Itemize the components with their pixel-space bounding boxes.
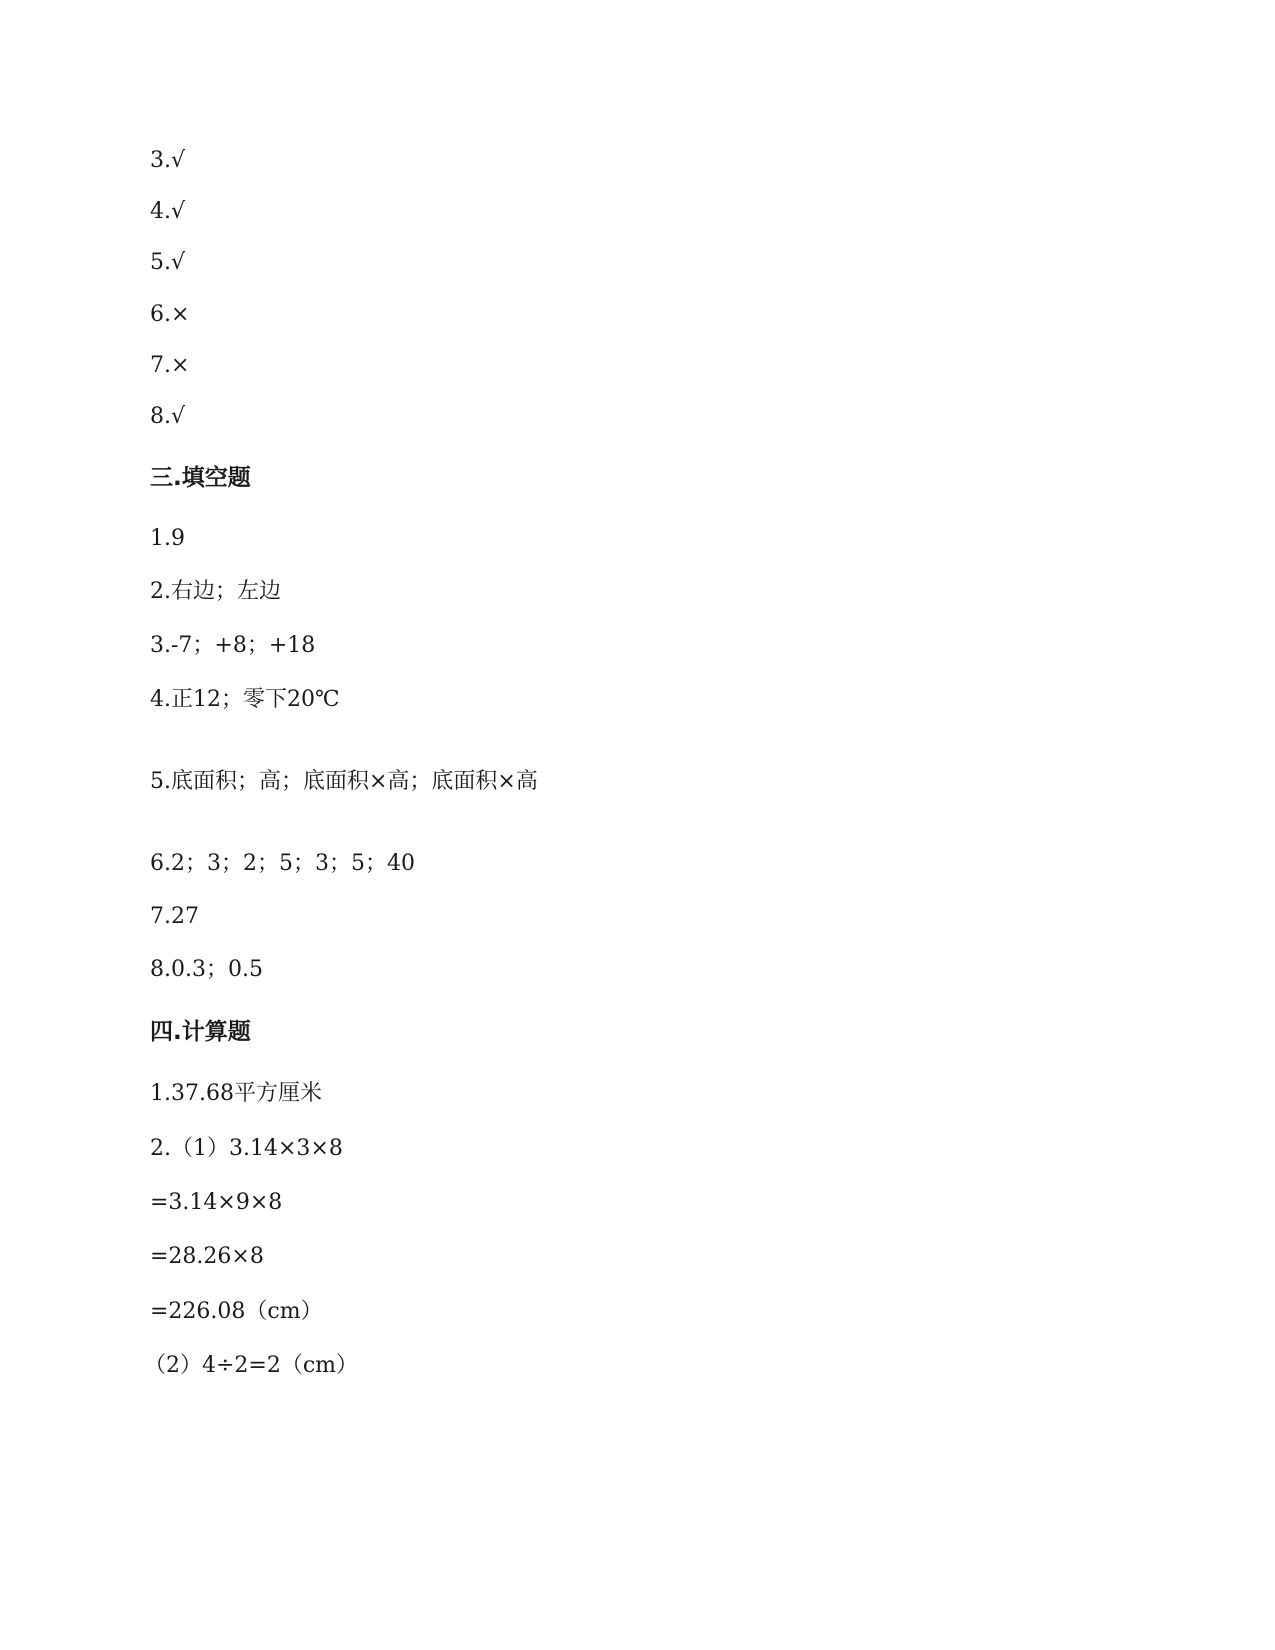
calculation-line: 2.（1）3.14×3×8: [150, 1136, 343, 1161]
answer-line: 5.√: [150, 250, 186, 275]
answer-line: 1.9: [150, 526, 185, 551]
answer-line: 7.×: [150, 353, 190, 378]
answer-line: 5.底面积；高；底面积×高；底面积×高: [150, 769, 538, 794]
answer-line: 6.2；3；2；5；3；5；40: [150, 851, 415, 876]
calculation-line: =3.14×9×8: [150, 1190, 283, 1215]
calculation-line: 1.37.68平方厘米: [150, 1081, 322, 1106]
calculation-line: =28.26×8: [150, 1244, 264, 1269]
answer-line: 8.√: [150, 404, 186, 429]
section-heading-fill-in: 三.填空题: [150, 465, 251, 491]
answer-line: 4.正12；零下20℃: [150, 687, 340, 712]
calculation-line: （2）4÷2=2（cm）: [144, 1353, 359, 1378]
answer-line: 3.√: [150, 148, 186, 173]
answer-line: 8.0.3；0.5: [150, 957, 263, 982]
section-heading-calculation: 四.计算题: [150, 1019, 251, 1045]
answer-line: 7.27: [150, 904, 199, 929]
answer-line: 3.-7；+8；+18: [150, 633, 316, 658]
answer-line: 2.右边；左边: [150, 579, 281, 604]
answer-line: 6.×: [150, 302, 190, 327]
calculation-line: =226.08（cm）: [150, 1299, 323, 1324]
answer-line: 4.√: [150, 199, 186, 224]
